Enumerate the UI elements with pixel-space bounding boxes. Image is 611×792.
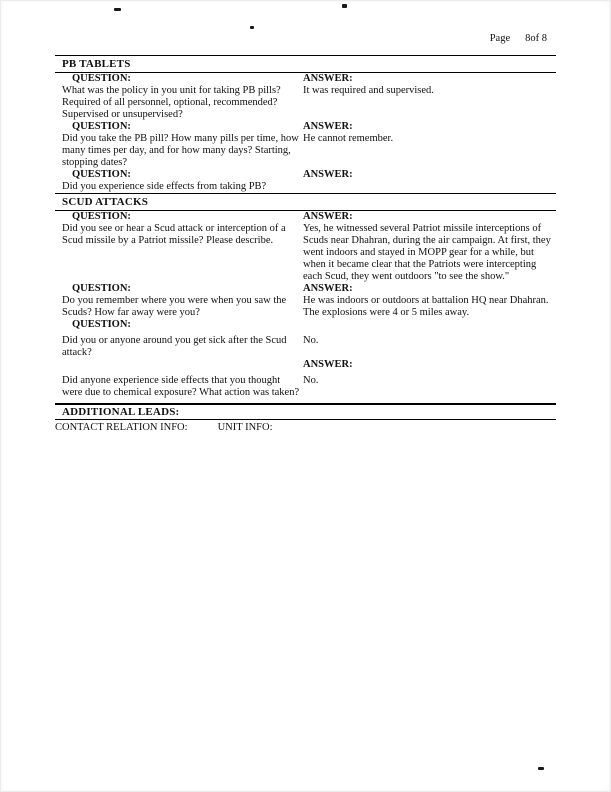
qa-block	[55, 283, 556, 319]
scan-artifact	[538, 767, 544, 770]
question-text: Did anyone experience side effects that you thought were due to chemical exposure? What action was taken?	[62, 375, 300, 398]
question-text: Did you or anyone around you get sick after the Scud attack?	[62, 335, 287, 358]
answer-label: ANSWER:	[303, 283, 353, 294]
question-label: QUESTION:	[72, 121, 131, 132]
section-title: SCUD ATTACKS	[62, 196, 149, 208]
section-title: PB TABLETS	[62, 58, 131, 70]
question-text: Do you remember where you were when you saw the Scuds? How far away were you?	[62, 295, 287, 318]
question-label: QUESTION:	[72, 319, 131, 330]
question-text: Did you take the PB pill? How many pills per time, how many times per day, and for how many days? Starting, stopping dates?	[62, 133, 299, 168]
qa-block	[55, 73, 556, 121]
page-number: 8of 8	[525, 33, 547, 44]
answer-text: He was indoors or outdoors at battalion HQ near Dhahran. The explosions were 4 or 5 miles away.	[303, 295, 549, 318]
question-text: Did you see or hear a Scud attack or interception of a Scud missile by a Patriot missile? Please describe.	[62, 223, 286, 246]
answer-label: ANSWER:	[303, 211, 353, 222]
question-text: What was the policy in you unit for taking PB pills? Required of all personnel, optional, recommended? Supervised or unsupervised?	[62, 85, 281, 120]
question-label: QUESTION:	[72, 283, 131, 294]
qa-block	[55, 121, 556, 169]
contact-relation-label: CONTACT RELATION INFO:	[55, 422, 188, 433]
scan-artifact	[114, 8, 121, 11]
page-label: Page	[489, 33, 511, 44]
question-text: Did you experience side effects from taking PB?	[62, 181, 267, 192]
section-pb-tablets	[55, 56, 556, 193]
answer-text: No.	[303, 375, 319, 386]
additional-leads-title: ADDITIONAL LEADS:	[62, 406, 180, 418]
qa-block	[55, 169, 556, 193]
answer-label: ANSWER:	[303, 121, 353, 132]
answer-text: He cannot remember.	[303, 133, 394, 144]
scan-artifact	[250, 26, 254, 29]
answer-label: ANSWER:	[303, 73, 353, 84]
qa-block	[55, 211, 556, 283]
question-label	[62, 359, 72, 371]
question-label: QUESTION:	[72, 73, 131, 84]
page-header	[490, 33, 547, 45]
unit-info-label: UNIT INFO:	[217, 422, 273, 433]
answer-text: No.	[303, 335, 319, 346]
question-label: QUESTION:	[72, 211, 131, 222]
document-content	[55, 55, 556, 434]
answer-label: ANSWER:	[303, 359, 353, 370]
scan-artifact	[342, 4, 347, 8]
contact-row	[55, 420, 556, 434]
answer-text: It was required and supervised.	[303, 85, 434, 96]
answer-text: Yes, he witnessed several Patriot missile interceptions of Scuds near Dhahran, during the air campaign. At first, they went indoors and stayed in MOPP gear for a while, but when it became clear that the Patriots were intercepting each Scud, they went outdoors "to see the show."	[303, 223, 551, 282]
section-scud-attacks	[55, 194, 556, 399]
question-label: QUESTION:	[72, 169, 131, 180]
qa-block	[55, 319, 556, 359]
qa-block	[55, 359, 556, 399]
answer-label: ANSWER:	[303, 169, 353, 180]
